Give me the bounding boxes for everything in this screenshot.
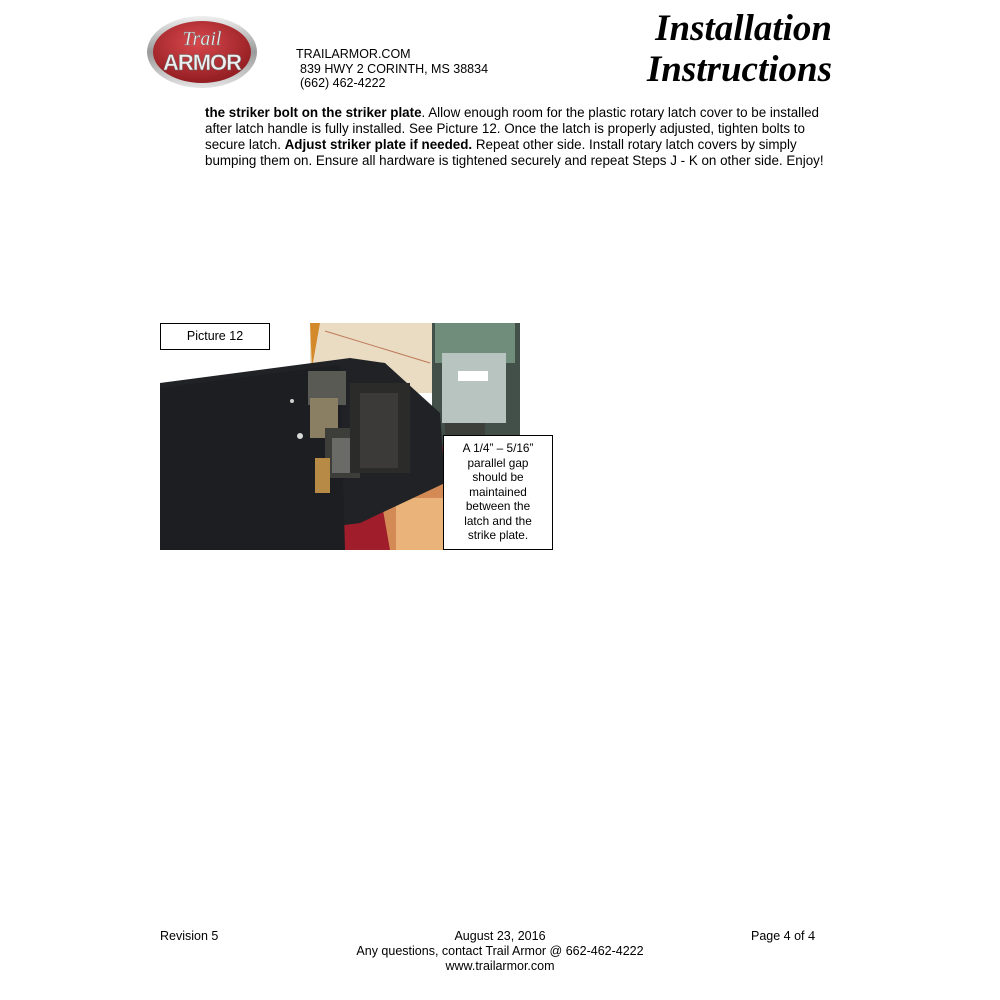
callout-line: between the: [465, 499, 531, 513]
paragraph-text-1: . Allow enough room for the plastic rotary latch cover to be installed after latch handle is fully installed. See Picture 12. Once the latch is properly adjusted, tighten bolts to secure latch.: [205, 105, 820, 152]
svg-text:ARMOR: ARMOR: [162, 50, 242, 75]
title-line-1: Installation: [655, 8, 832, 49]
company-info: [296, 47, 488, 91]
page-total: 4: [808, 929, 815, 944]
callout-line: A 1/4” – 5/16”: [462, 441, 534, 455]
trail-armor-logo: [146, 14, 258, 90]
page-prefix: Page 4 of: [751, 929, 808, 943]
paragraph-text-2: Repeat other side. Install rotary latch covers by simply bumping them on. Ensure all hardware is tightened securely and repeat Steps J - K on other side. Enjoy!: [205, 137, 824, 168]
instruction-paragraph: [205, 105, 845, 169]
footer-website: www.trailarmor.com: [445, 959, 555, 973]
footer-page-number: [751, 929, 815, 944]
footer-center: [300, 929, 700, 974]
company-phone: (662) 462-4222: [300, 76, 386, 90]
gap-callout: [443, 435, 553, 550]
bold-phrase-adjust: Adjust striker plate if needed.: [284, 137, 473, 152]
footer-date: August 23, 2016: [454, 929, 546, 943]
footer-contact: Any questions, contact Trail Armor @ 662-462-4222: [356, 944, 644, 958]
title-line-2: Instructions: [646, 49, 832, 90]
callout-line: parallel gap: [467, 455, 529, 470]
callout-line: should be: [472, 470, 524, 484]
company-address: 839 HWY 2 CORINTH, MS 38834: [300, 61, 489, 76]
picture-label: Picture 12: [160, 323, 270, 350]
footer-revision: Revision 5: [160, 929, 219, 943]
svg-text:Trail: Trail: [182, 28, 222, 50]
bold-phrase-striker: the striker bolt on the striker plate: [205, 105, 422, 120]
callout-line: strike plate.: [467, 528, 529, 542]
page-title: [647, 8, 832, 90]
company-website: TRAILARMOR.COM: [296, 47, 411, 61]
callout-line: maintained: [469, 484, 527, 499]
callout-line: latch and the: [464, 513, 532, 528]
